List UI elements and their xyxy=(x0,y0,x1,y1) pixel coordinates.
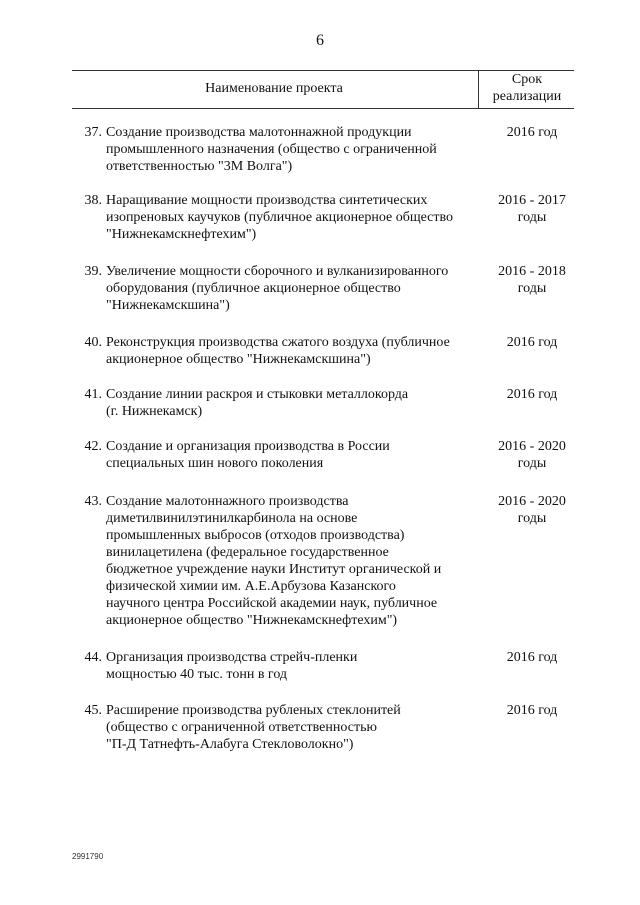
table-row xyxy=(0,334,640,386)
table-row xyxy=(0,386,640,438)
project-term: 2016 - 2018 годы xyxy=(498,264,566,296)
row-number: 39. xyxy=(84,264,102,279)
table-row xyxy=(0,438,640,493)
document-code: 2991790 xyxy=(72,852,104,861)
header-column-divider xyxy=(478,70,479,108)
row-number: 37. xyxy=(84,125,102,140)
table-header-bottom-border xyxy=(72,108,574,109)
project-name: Создание производства малотоннажной продукции промышленного назначения (общество с ограниченной ответственностью "3М Волга") xyxy=(106,125,437,174)
project-name: Организация производства стрейч-пленки мощностью 40 тыс. тонн в год xyxy=(106,650,358,682)
project-name: Создание и организация производства в России специальных шин нового поколения xyxy=(106,439,390,471)
project-list xyxy=(0,124,640,762)
project-name: Создание малотоннажного производства диметилвинилэтинилкарбинола на основе промышленных выбросов (отходов производства) винилацетилена (федеральное государственное бюджетное учреждение науки Институт органической и физической химии им. А.Е.Арбузова Казанского научного центра Российской академии наук, публичное акционерное общество "Нижнекамскнефтехим") xyxy=(106,494,442,628)
row-number: 45. xyxy=(84,703,102,718)
project-name: Увеличение мощности сборочного и вулканизированного оборудования (публичное акционерное общество "Нижнекамскшина") xyxy=(106,264,449,313)
project-name: Реконструкция производства сжатого воздуха (публичное акционерное общество "Нижнекамскшина") xyxy=(106,335,450,367)
project-term: 2016 год xyxy=(506,125,558,140)
project-term: 2016 - 2020 годы xyxy=(498,494,566,526)
table-row xyxy=(0,192,640,263)
table-row xyxy=(0,263,640,334)
table-row xyxy=(0,702,640,762)
table-row xyxy=(0,124,640,192)
row-number: 44. xyxy=(84,650,102,665)
project-name: Наращивание мощности производства синтетических изопреновых каучуков (публичное акционерное общество "Нижнекамскнефтехим") xyxy=(106,193,454,242)
project-term: 2016 год xyxy=(506,387,558,402)
column-header-project: Наименование проекта xyxy=(205,81,343,96)
table-row xyxy=(0,649,640,702)
project-name: Расширение производства рубленых стеклонитей (общество с ограниченной ответственностью "П-Д Татнефть-Алабуга Стекловолокно") xyxy=(106,703,401,752)
row-number: 41. xyxy=(84,387,102,402)
column-header-term: Срок реализации xyxy=(492,72,562,104)
project-term: 2016 - 2020 годы xyxy=(498,439,566,471)
project-term: 2016 год xyxy=(506,650,558,665)
row-number: 42. xyxy=(84,439,102,454)
project-term: 2016 год xyxy=(506,335,558,350)
row-number: 40. xyxy=(84,335,102,350)
row-number: 38. xyxy=(84,193,102,208)
row-number: 43. xyxy=(84,494,102,509)
project-term: 2016 - 2017 годы xyxy=(498,193,566,225)
project-name: Создание линии раскроя и стыковки металлокорда (г. Нижнекамск) xyxy=(106,387,409,419)
table-row xyxy=(0,493,640,649)
project-term: 2016 год xyxy=(506,703,558,718)
page-number: 6 xyxy=(316,32,324,49)
